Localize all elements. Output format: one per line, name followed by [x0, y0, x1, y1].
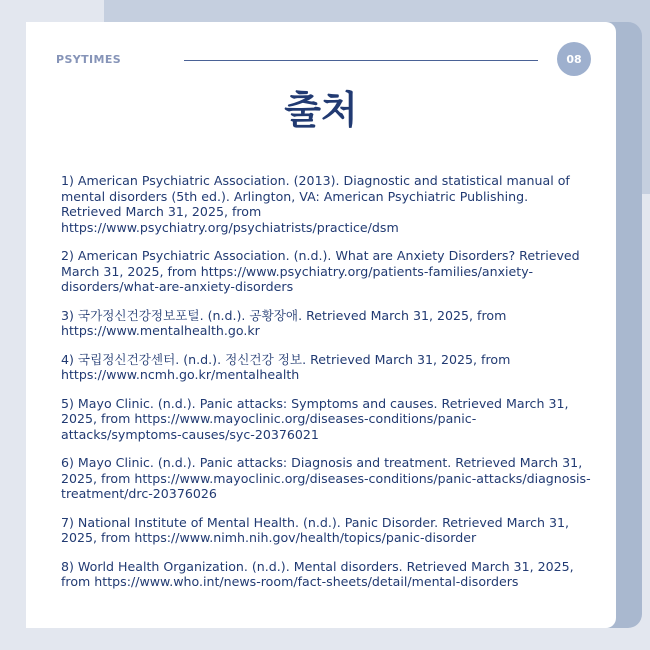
reference-item-5: 5) Mayo Clinic. (n.d.). Panic attacks: Symptoms and causes. Retrieved March 31, 2025, from https://www.mayoclinic.org/diseases-conditions/panic-attacks/symptoms-causes/syc-20376021	[61, 395, 569, 442]
background-top-band	[104, 0, 650, 22]
reference-list	[61, 173, 591, 603]
reference-item-2: 2) American Psychiatric Association. (n.d.). What are Anxiety Disorders? Retrieved March 31, 2025, from https://www.psychiatry.org/patients-families/anxiety-disorders/what-are-anxiety-disorders	[61, 248, 580, 294]
page-title: 출처	[284, 88, 358, 132]
reference-item-1: 1) American Psychiatric Association. (2013). Diagnostic and statistical manual of mental disorders (5th ed.). Arlington, VA: American Psychiatric Publishing. Retrieved March 31, 2025, from https://www.psychiatry.org/psychiatrists/practice/dsm	[61, 173, 570, 235]
reference-item-7: 7) National Institute of Mental Health. (n.d.). Panic Disorder. Retrieved March 31, 2025, from https://www.nimh.nih.gov/health/topics/panic-disorder	[61, 514, 570, 545]
reference-item-6: 6) Mayo Clinic. (n.d.). Panic attacks: Diagnosis and treatment. Retrieved March 31, 2025, from https://www.mayoclinic.org/diseases-conditions/panic-attacks/diagnosis-treatment/drc-20376026	[61, 455, 591, 501]
header-divider	[184, 60, 538, 61]
reference-item-4: 4) 국립정신건강센터. (n.d.). 정신건강 정보. Retrieved March 31, 2025, from https://www.ncmh.go.kr/mentalhealth	[61, 351, 511, 382]
brand-name: PSYTIMES	[56, 53, 122, 66]
reference-card	[26, 22, 616, 628]
page-number-badge: 08	[557, 42, 591, 76]
reference-item-8: 8) World Health Organization. (n.d.). Mental disorders. Retrieved March 31, 2025, from https://www.who.int/news-room/fact-sheets/detail/mental-disorders	[61, 558, 574, 589]
reference-item-3: 3) 국가정신건강정보포털. (n.d.). 공황장애. Retrieved March 31, 2025, from https://www.mentalhealth.go.kr	[61, 307, 507, 338]
